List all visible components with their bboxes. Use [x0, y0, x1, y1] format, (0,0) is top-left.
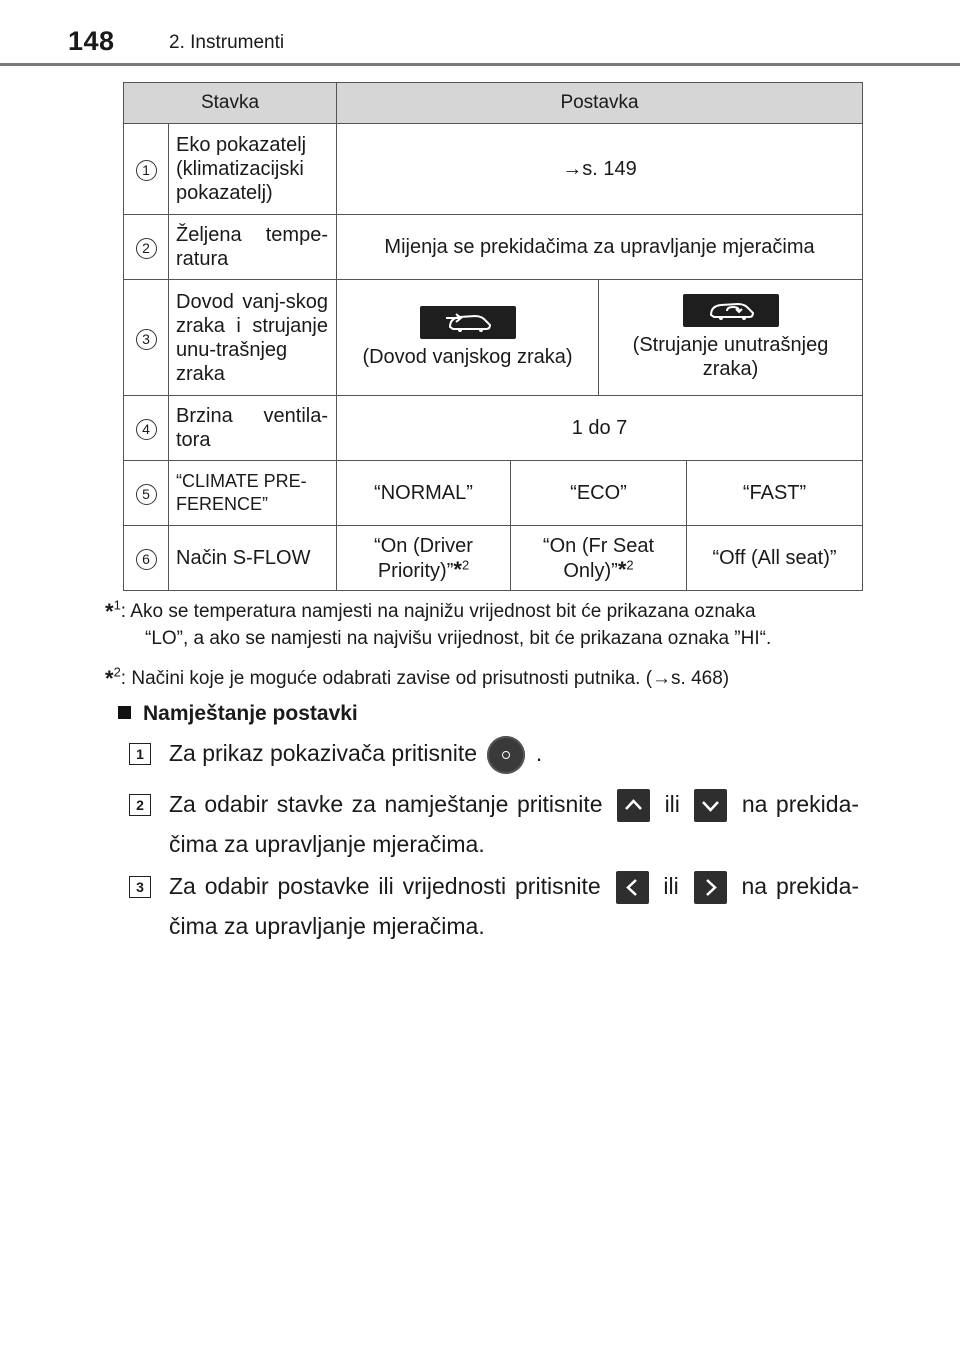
page-header	[0, 0, 960, 66]
outside-air-icon	[420, 306, 516, 339]
footnote-text: : Ako se temperatura namjesti na najnižu vrijednost bit će prikazana oznaka	[120, 601, 756, 622]
footnote-number: 1	[113, 597, 121, 613]
row-item: Način S-FLOW	[169, 526, 337, 591]
settings-table	[123, 82, 863, 591]
note-ref: 2	[461, 556, 470, 572]
table-row	[124, 280, 863, 396]
chapter-title: 2. Instrumenti	[169, 32, 285, 53]
footnote-mark: *	[105, 666, 114, 691]
step-text: Za odabir postavke ili vrijednosti pritisnite	[169, 873, 601, 899]
column-header-item: Stavka	[124, 83, 337, 124]
row-value: “NORMAL”	[337, 461, 511, 526]
table-row	[124, 461, 863, 526]
row-number: 2	[136, 238, 157, 259]
row-value: “On (Fr Seat Only)”	[542, 534, 655, 582]
chevron-left-icon	[616, 871, 649, 904]
chevron-up-icon	[617, 789, 650, 822]
recirculation-label: (Strujanje unutrašnjeg zraka)	[632, 334, 829, 380]
section-title-text: Namještanje postavki	[143, 702, 358, 725]
row-item: “CLIMATE PRE-FERENCE”	[169, 461, 337, 526]
note-ref: 2	[626, 556, 634, 572]
table-row	[124, 396, 863, 461]
step-text-end: na prekida-čima za upravljanje mjeračima.	[169, 873, 860, 939]
note-mark: *	[617, 556, 627, 582]
footnote-1	[105, 598, 771, 652]
row-value: “On (Driver Priority)”	[374, 534, 473, 582]
footnote-text: : Načini koje je moguće odabrati zavise od prisutnosti putnika. (→s. 468)	[120, 668, 730, 689]
row-value: “ECO”	[511, 461, 687, 526]
step-text: Za prikaz pokazivača pritisnite	[169, 740, 478, 766]
step-or: ili	[663, 873, 679, 899]
footnote-2	[105, 665, 729, 692]
recirculation-icon	[683, 294, 779, 327]
row-item: Željena tempe-ratura	[169, 215, 337, 280]
column-header-setting: Postavka	[337, 83, 863, 124]
header-rule	[0, 63, 960, 66]
step-number: 1	[129, 743, 151, 765]
bullet-icon	[118, 706, 131, 719]
row-number: 3	[136, 329, 157, 350]
row-value: 1 do 7	[337, 396, 863, 461]
row-value: Mijenja se prekidačima za upravljanje mjeračima	[337, 215, 863, 280]
step-number: 2	[129, 794, 151, 816]
row-number: 4	[136, 419, 157, 440]
row-value: →s. 149	[337, 124, 863, 215]
footnote-number: 2	[113, 664, 121, 680]
step-text: Za odabir stavke za namještanje pritisnite	[169, 791, 603, 817]
row-item: Eko pokazatelj (klimatizacijski pokazatelj)	[169, 124, 337, 215]
table-row	[124, 526, 863, 591]
table-row	[124, 215, 863, 280]
step-number: 3	[129, 876, 151, 898]
row-value: “FAST”	[687, 461, 863, 526]
chevron-right-icon	[694, 871, 727, 904]
page-number: 148	[68, 26, 115, 56]
row-item: Brzina ventila-tora	[169, 396, 337, 461]
row-value: “Off (All seat)”	[687, 526, 863, 591]
display-button-icon	[487, 736, 525, 774]
section-title	[118, 702, 358, 726]
footnote-text-continued: “LO”, a ako se namjesti na najvišu vrijednost, bit će prikazana oznaka ”HI“.	[145, 628, 772, 649]
footnote-mark: *	[105, 599, 114, 624]
outside-air-label: (Dovod vanjskog zraka)	[362, 346, 573, 368]
note-mark: *	[453, 556, 462, 582]
step-text-end: na prekida-čima za upravljanje mjeračima.	[169, 791, 860, 857]
row-number: 1	[136, 160, 157, 181]
chevron-down-icon	[694, 789, 727, 822]
step-or: ili	[664, 791, 680, 817]
row-number: 5	[136, 484, 157, 505]
step-text-end: .	[535, 740, 543, 766]
table-row	[124, 124, 863, 215]
row-item: Dovod vanj-skog zraka i strujanje unu-trašnjeg zraka	[169, 280, 337, 396]
row-number: 6	[136, 549, 157, 570]
table-header-row	[124, 83, 863, 124]
